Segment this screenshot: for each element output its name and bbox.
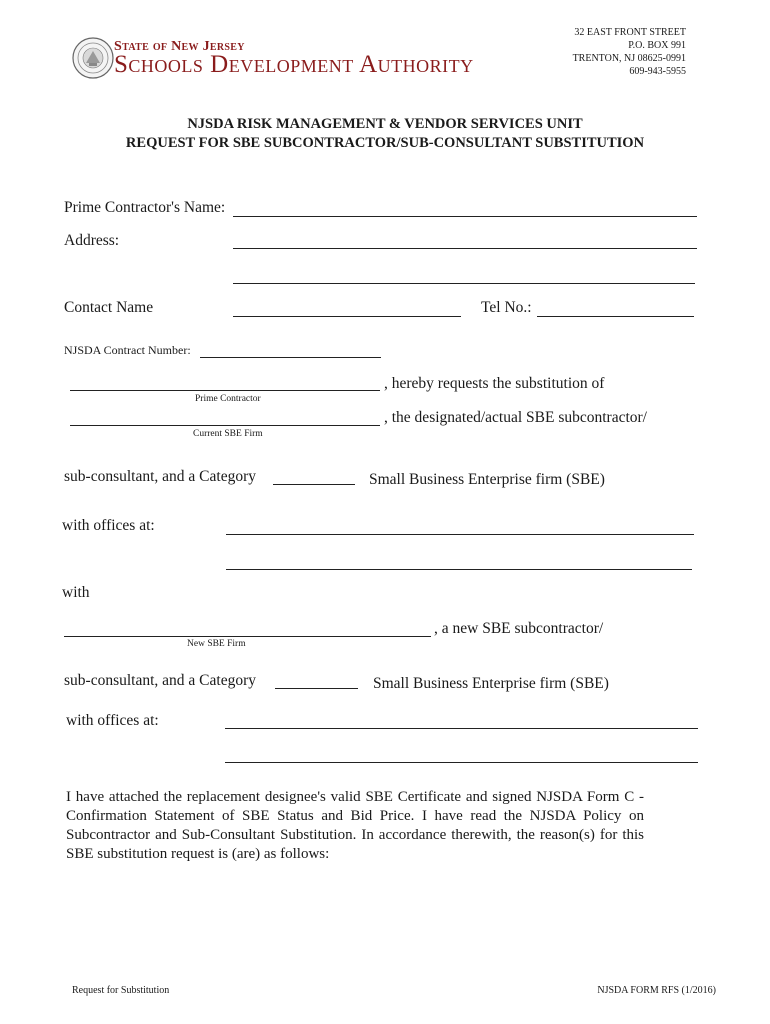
offices-field-1a[interactable] (226, 534, 694, 535)
offices-label-1: with offices at: (62, 517, 155, 534)
sbe-text-1: Small Business Enterprise firm (SBE) (369, 471, 605, 488)
prime-contractor-name-field[interactable] (233, 216, 697, 217)
contact-name-field[interactable] (233, 316, 461, 317)
offices-field-2b[interactable] (225, 762, 698, 763)
subconsultant-category-label-2: sub-consultant, and a Category (64, 672, 256, 689)
logo (72, 37, 552, 81)
contact-name-label: Contact Name (64, 299, 154, 316)
offices-field-2a[interactable] (225, 728, 698, 729)
contract-number-label: NJSDA Contract Number: (64, 343, 191, 357)
current-sbe-caption: Current SBE Firm (193, 429, 263, 439)
address-block (573, 26, 686, 78)
new-sbe-text: , a new SBE subcontractor/ (434, 620, 604, 637)
address-line: TRENTON, NJ 08625-0991 (572, 53, 686, 64)
designated-text: , the designated/actual SBE subcontractor/ (384, 409, 647, 426)
new-sbe-firm-field[interactable] (64, 636, 431, 637)
subconsultant-category-label: sub-consultant, and a Category (64, 468, 256, 485)
address-label: Address: (64, 232, 120, 249)
attestation-paragraph: I have attached the replacement designee's valid SBE Certificate and signed NJSDA Form C - Confirmation Statement of SBE Status and Bid Price. I have read the NJSDA Policy on Subcontractor and Sub-Consultant Substitution. In accordance therewith, the reason(s) for this SBE substitution request is (are) as follows: (66, 789, 644, 862)
current-sbe-firm-field[interactable] (70, 425, 380, 426)
category-field-1[interactable] (273, 484, 355, 485)
logo-state-line: State of New Jersey (114, 39, 245, 54)
sbe-text-2: Small Business Enterprise firm (SBE) (373, 675, 609, 692)
form-title-line2: REQUEST FOR SBE SUBCONTRACTOR/SUB-CONSULTANT SUBSTITUTION (125, 135, 645, 151)
new-sbe-caption: New SBE Firm (187, 639, 246, 649)
address-field-line2[interactable] (233, 283, 695, 284)
address-field-line1[interactable] (233, 248, 697, 249)
address-line: P.O. BOX 991 (628, 40, 686, 51)
form-title-line1: NJSDA RISK MANAGEMENT & VENDOR SERVICES UNIT (187, 116, 583, 132)
footer-right: NJSDA FORM RFS (1/2016) (597, 985, 716, 996)
logo-org-name: Schools Development Authority (114, 51, 474, 78)
footer-left: Request for Substitution (72, 985, 170, 996)
contract-number-field[interactable] (200, 357, 381, 358)
offices-label-2: with offices at: (66, 712, 159, 729)
address-line: 32 EAST FRONT STREET (574, 27, 686, 38)
tel-field[interactable] (537, 316, 694, 317)
category-field-2[interactable] (275, 688, 358, 689)
state-seal-icon (72, 37, 114, 79)
prime-contractor-name-label: Prime Contractor's Name: (64, 199, 226, 216)
offices-field-1b[interactable] (226, 569, 692, 570)
with-label: with (62, 584, 90, 601)
prime-contractor-caption: Prime Contractor (195, 394, 261, 404)
prime-contractor-field[interactable] (70, 390, 380, 391)
requests-text: , hereby requests the substitution of (384, 375, 605, 392)
tel-label: Tel No.: (481, 299, 532, 316)
address-line: 609-943-5955 (629, 66, 686, 77)
